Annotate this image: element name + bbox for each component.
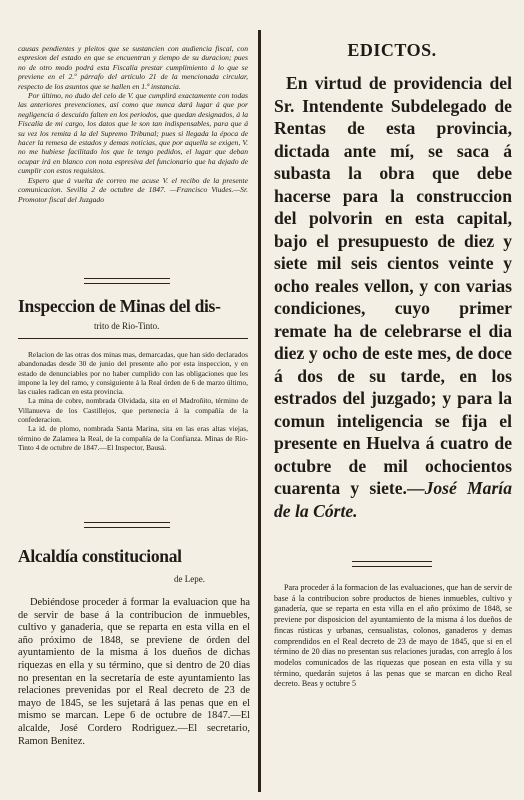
alcaldia-paragraph: Debiéndose proceder á formar la evaluacion que ha de servir de base á la contribucion de inmuebles, cultivo y ganaderia, que se reparta en esta villa en el año próximo de 1848, se previene de órden del ayuntamiento de la misma á los dueños de dichas riquezas en ella y su término, que si dentro de 20 dias no presentan en la secretaría de este ayuntamiento las relaciones prevenidas por el Real decreto de 23 de mayo de 1845, se les sujetará á las penas que en el mismo se marcan. Lepe 6 de octubre de 1847.—El alcalde, José Cordero Rodriguez.—El secretario, Ramon Benitez. [18,597,250,747]
alcaldia-heading: Alcaldía constitucional [18,546,182,566]
section-divider-1 [84,278,170,284]
evaluacion-paragraph: Para proceder á la formacion de las evaluaciones, que han de servir de base á la contribucion sobre productos de bienes inmuebles, cultivo y ganadería, que se reparta en esta villa en el año próximo de 1848, se previene por disposicion del ayuntamiento de la misma á los dueños de fincas rústicas y urbanas, censualistas, colonos, ganaderos y demas comprendidos en el Real decreto de 23 de mayo de 1845, que si en el término de 20 dias no presentan sus relaciones juradas, con arreglo á los modelos comunicados de las riquezas que posean en esta villa y su término, quedarán sujetos á las penas que se marcan en dicho Real decreto. Beas y octubre 5 [274,583,512,689]
fiscal-notice-paragraph-1: causas pendientes y pleitos que se sustancien con audiencia fiscal, con espresion del estado en que se encuentran y tiempo de su duracion; pues no de otro modo podrá esta Fiscalía prestar cumplimiento á lo que se previene en el 2.º párrafo del artículo 21 de la mencionada circular, respecto de los asuntos que se hallen en 1.ª instancia. [18,44,248,91]
column-divider [258,30,261,792]
left-column [14,0,250,800]
right-column [272,0,512,800]
edictos-text: En virtud de providencia del Sr. Intendente Subdelegado de Rentas de esta provincia, dictada ante mí, se saca á subasta la obra que debe hacerse para la construccion del polvorin en esta capital, bajo el presupuesto de diez y siete mil seis cientos veinte y ocho reales vellon, y con varias condiciones, cuyo primer remate ha de celebrarse el dia diez y ocho de este mes, de doce á dos de su tarde, en los estrados del juzgado; y para la comun inteligencia se fija el presente en Huelva á cuatro de octubre de mil ochocientos cuarenta y siete.— [274,73,512,498]
minas-paragraph-2: La mina de cobre, nombrada Olvidada, sita en el Madroñito, término de Villanueva de los Castillejos, que pertenecia á la compañía de la confederacion. [18,396,248,425]
minas-paragraph-1: Relacion de las otras dos minas mas, demarcadas, que han sido declarados abandonadas desde 30 de junio del presente año por esta inspeccion, y en estado de denunciables por no haber cumplido con las obligaciones que les impone la ley del ramo, y consiguiente á la Real órden de 6 de marzo último, las cuales radican en esta provincia. [18,350,248,397]
minas-heading-rule [18,338,248,339]
evaluacion-body [274,583,512,690]
alcaldia-subheading: de Lepe. [174,574,205,584]
fiscal-notice-paragraph-3: Espero que á vuelta de correo me acuse V. el recibo de la presente comunicacion. Sevilla 2 de octubre de 1847. —Francisco Viudes.—Sr. Promotor fiscal del Juzgado [18,175,248,204]
section-divider-3 [352,561,432,567]
edictos-signature: José María de la Córte. [274,478,512,521]
minas-subheading: trito de Rio-Tinto. [94,321,160,331]
fiscal-notice [18,44,248,204]
edictos-heading: EDICTOS. [347,40,437,60]
section-divider-2 [84,522,170,528]
minas-heading: Inspeccion de Minas del dis- [18,296,221,316]
minas-body [18,350,248,452]
alcaldia-body [18,597,250,748]
minas-paragraph-3: La id. de plomo, nombrada Santa Marina, sita en las eras altas viejas, término de Zalamea la Real, de la compañía de la Confianza. Minas de Rio-Tinto 4 de octubre de 1847.—El Inspector, Bausá. [18,424,248,452]
edictos-body [274,72,512,522]
fiscal-notice-paragraph-2: Por último, no dudo del celo de V. que cumplirá exactamente con todas las anteriores prevenciones, así como que nunca dará lugar á que por negligencia ó descuido falten en los periodos, que quedan designados, á la Fiscalía de mi cargo, los datos que le son tan indispensables, para que á su vez los remita á la del Supremo Tribunal; pues si llegada la época de hacer la remesa de estados y demas noticias, que por aquella se exigen, V. no me hubiese facilitado los que le tengo pedidos, el lugar que deban ocupar irá en blanco con nota espresiva del funcionario que ha dejado de cumplir con estos requisitos. [18,91,248,176]
edictos-paragraph [274,72,512,522]
